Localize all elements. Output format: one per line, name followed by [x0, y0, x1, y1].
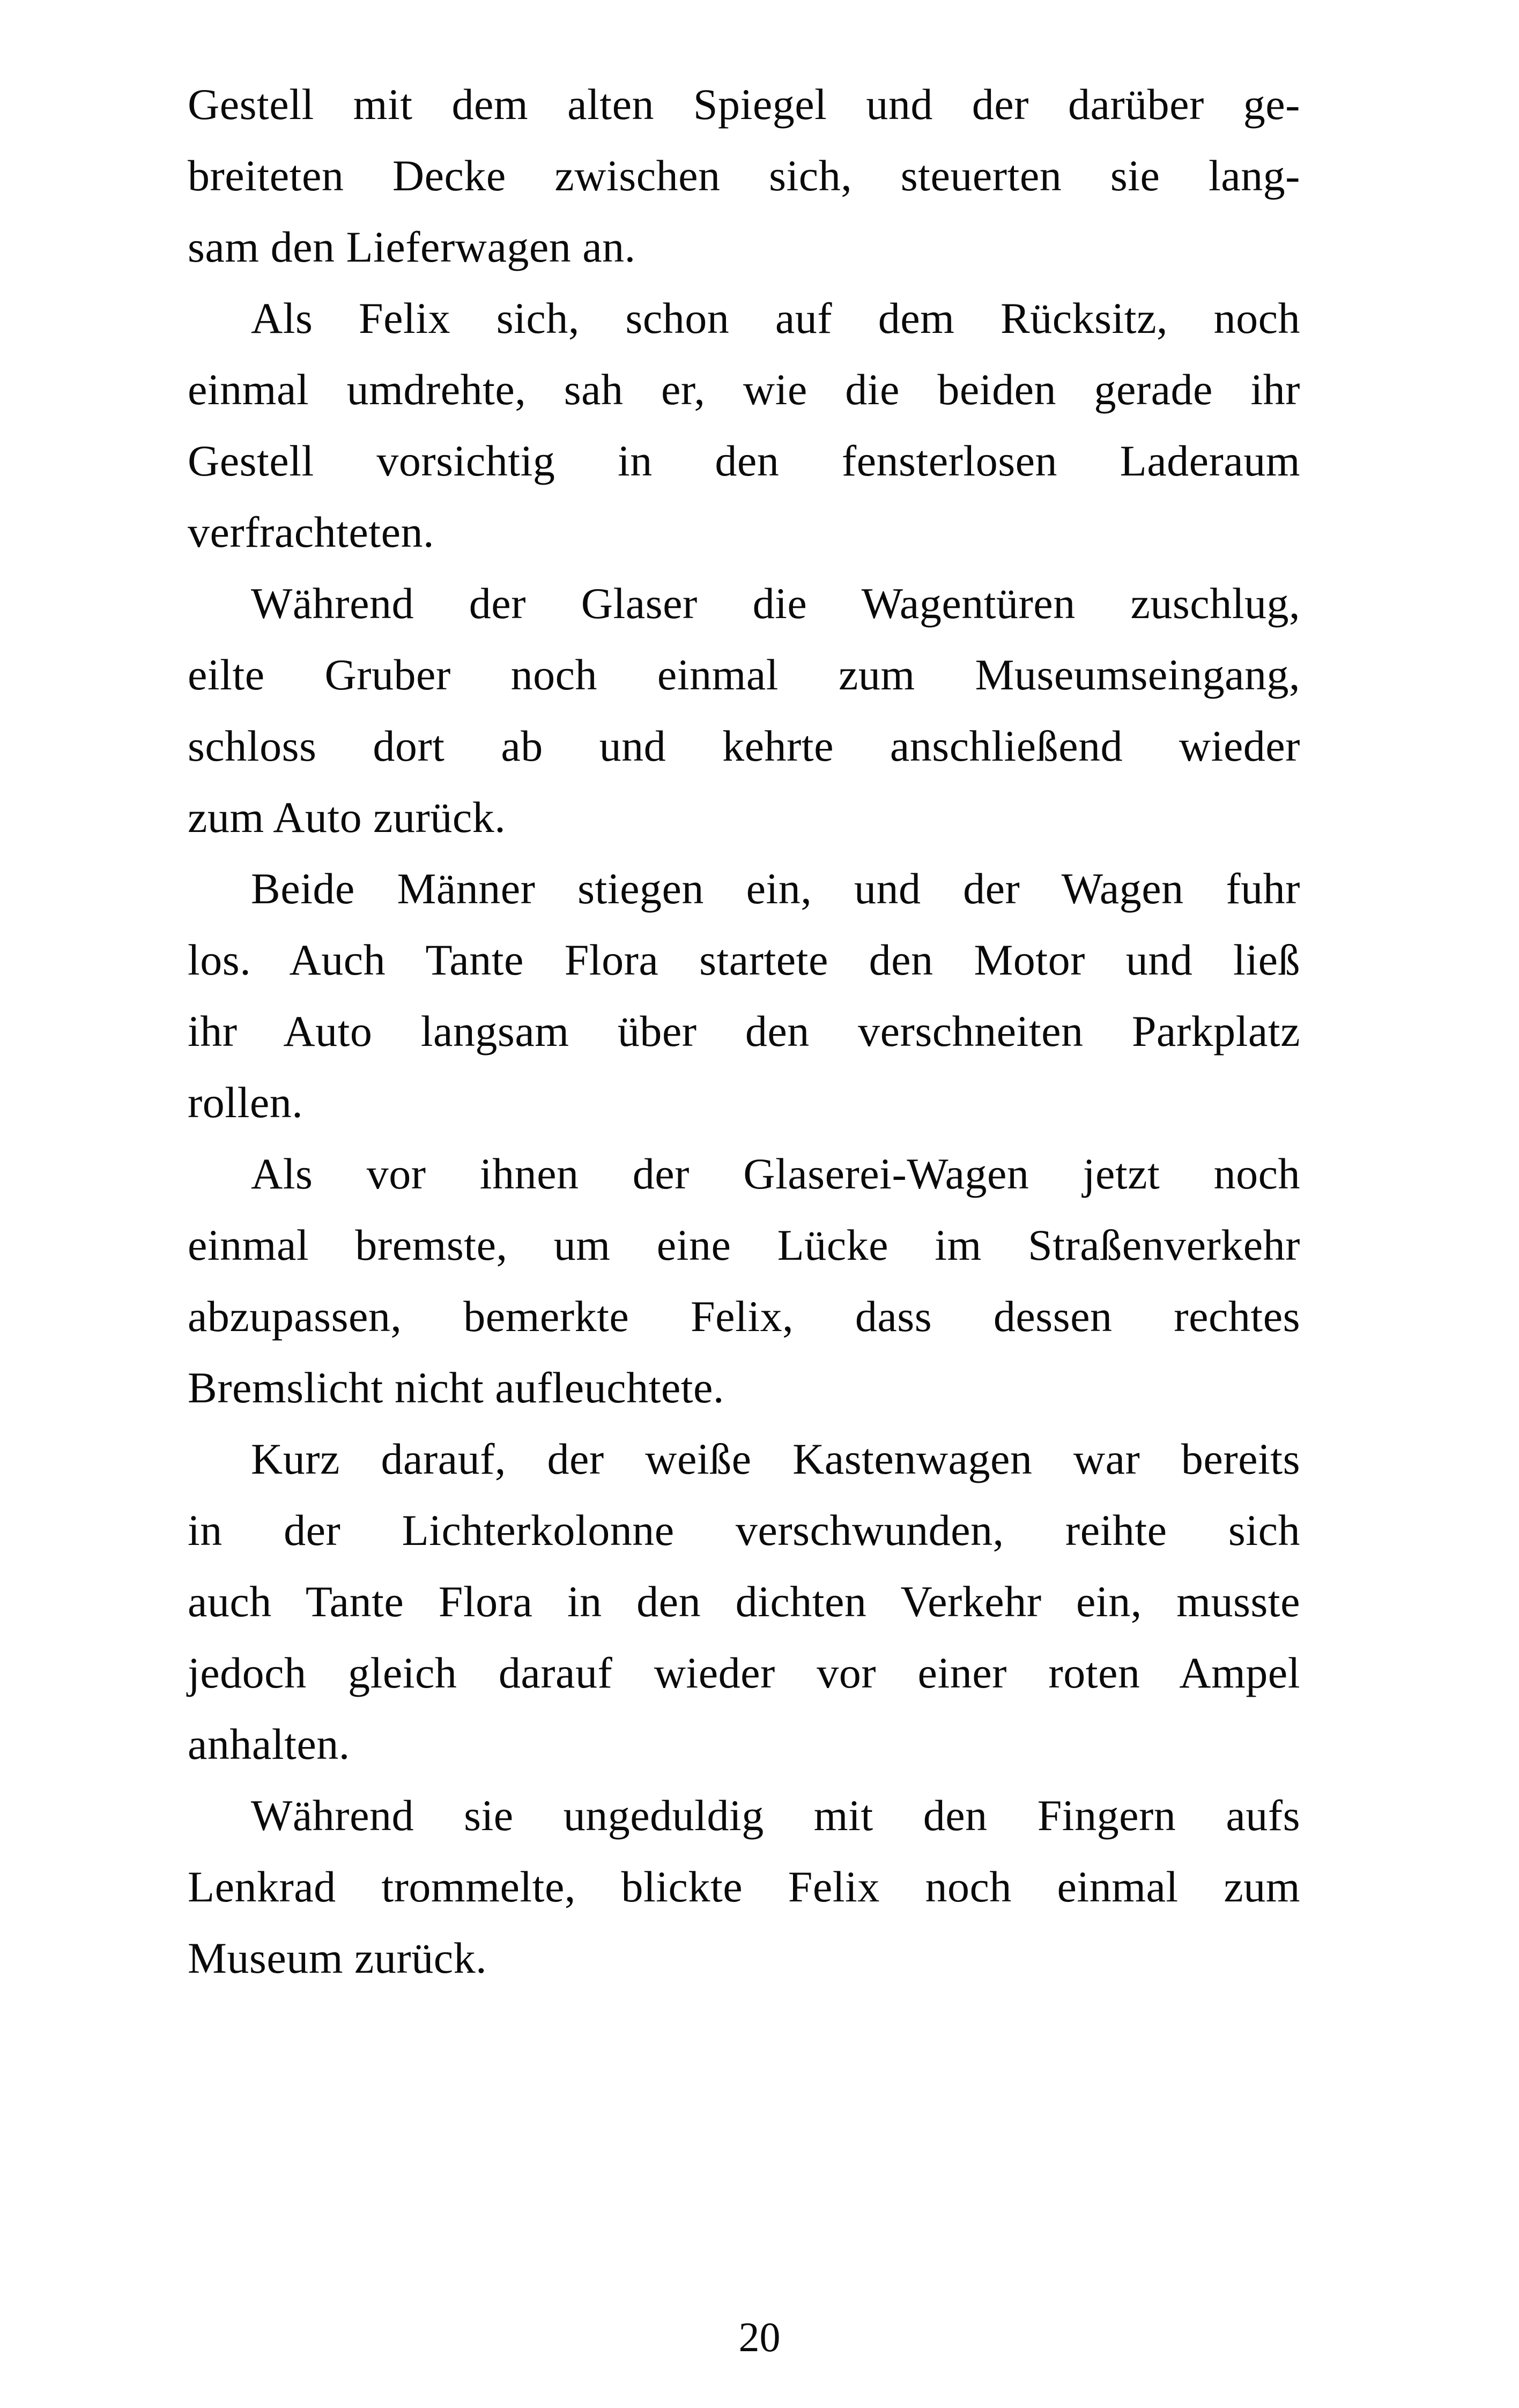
- text-line: sam den Lieferwagen an.: [188, 222, 636, 271]
- page-body: [188, 69, 1300, 1994]
- text-line: eilte Gruber noch einmal zum Museumseingang,: [188, 650, 1300, 699]
- text-line: Museum zurück.: [188, 1934, 487, 1982]
- paragraph: [188, 853, 1300, 1138]
- text-line: los. Auch Tante Flora startete den Motor und ließ: [188, 935, 1300, 984]
- paragraph: [188, 1138, 1300, 1423]
- text-line: schloss dort ab und kehrte anschließend wieder: [188, 722, 1300, 770]
- text-line: breiteten Decke zwischen sich, steuerten sie lang-: [188, 151, 1300, 200]
- text-line: ihr Auto langsam über den verschneiten Parkplatz: [188, 1007, 1300, 1056]
- text-line: Gestell vorsichtig in den fensterlosen Laderaum: [188, 436, 1300, 485]
- text-line: rollen.: [188, 1078, 303, 1127]
- text-line: verfrachteten.: [188, 508, 434, 556]
- text-line: Während sie ungeduldig mit den Fingern aufs: [251, 1791, 1300, 1840]
- text-line: Kurz darauf, der weiße Kastenwagen war bereits: [251, 1435, 1300, 1483]
- text-line: Beide Männer stiegen ein, und der Wagen fuhr: [251, 864, 1300, 913]
- paragraph: [188, 1780, 1300, 1994]
- text-line: Als Felix sich, schon auf dem Rücksitz, noch: [251, 294, 1300, 343]
- text-line: zum Auto zurück.: [188, 793, 506, 842]
- text-line: anhalten.: [188, 1720, 350, 1768]
- text-line: Während der Glaser die Wagentüren zuschlug,: [251, 579, 1300, 628]
- text-line: Als vor ihnen der Glaserei-Wagen jetzt noch: [251, 1149, 1300, 1198]
- text-line: Lenkrad trommelte, blickte Felix noch einmal zum: [188, 1862, 1300, 1911]
- text-line: jedoch gleich darauf wieder vor einer roten Ampel: [188, 1648, 1300, 1697]
- text-line: Bremslicht nicht aufleuchtete.: [188, 1363, 724, 1412]
- text-line: abzupassen, bemerkte Felix, dass dessen rechtes: [188, 1292, 1300, 1341]
- text-line: einmal bremste, um eine Lücke im Straßenverkehr: [188, 1221, 1300, 1269]
- text-line: in der Lichterkolonne verschwunden, reihte sich: [188, 1506, 1300, 1555]
- text-line: einmal umdrehte, sah er, wie die beiden gerade ihr: [188, 365, 1300, 414]
- paragraph: [188, 283, 1300, 568]
- paragraph: [188, 1423, 1300, 1780]
- paragraph: [188, 69, 1300, 283]
- page-number: 20: [738, 2314, 781, 2360]
- text-line: auch Tante Flora in den dichten Verkehr ein, musste: [188, 1577, 1300, 1626]
- paragraph: [188, 568, 1300, 853]
- text-line: Gestell mit dem alten Spiegel und der darüber ge-: [188, 80, 1300, 129]
